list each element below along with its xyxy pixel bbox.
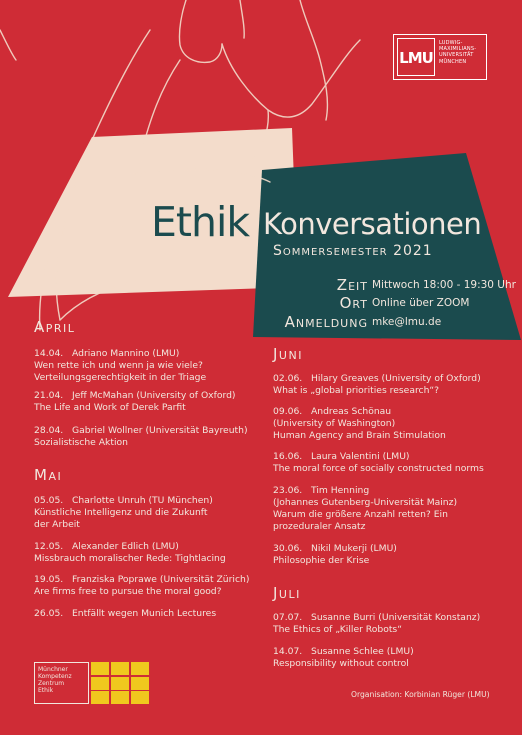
event-line: What is „global priorities research“? [273, 385, 440, 396]
event-april-3 [34, 425, 248, 449]
event-line: (University of Washington) [273, 418, 396, 429]
title-konversationen: Konversationen [263, 207, 482, 241]
mkz-grid-cell [91, 677, 109, 690]
mkz-line: Kompetenz [38, 673, 72, 680]
mkz-logo-grid [91, 662, 150, 704]
mkz-grid-cell [111, 662, 129, 675]
lmu-name-line: UNIVERSITÄT [439, 52, 474, 59]
organisation-credit: Organisation: Korbinian Rüger (LMU) [351, 690, 490, 699]
lmu-logo-mark: LMU [397, 38, 435, 76]
mkz-line: Zentrum [38, 680, 65, 687]
event-head: 21.04. Jeff McMahan (University of Oxford) [34, 390, 236, 401]
event-mai-2 [34, 541, 226, 565]
lmu-name-line: MAXIMILIANS- [439, 46, 477, 53]
info-ort-value: Online über ZOOM [372, 297, 470, 309]
event-head: 14.07. Susanne Schlee (LMU) [273, 646, 414, 657]
event-juni-2 [273, 406, 446, 442]
mkz-grid-cell [111, 691, 129, 704]
info-zeit-value: Mittwoch 18:00 - 19:30 Uhr [372, 279, 516, 291]
event-head: 19.05. Franziska Poprawe (Universität Zürich) [34, 574, 250, 585]
subtitle-semester: Sommersemester 2021 [273, 243, 433, 259]
event-head: 28.04. Gabriel Wollner (Universität Bayreuth) [34, 425, 248, 436]
event-line: Verteilungsgerechtigkeit in der Triage [34, 372, 207, 383]
event-line: Künstliche Intelligenz und die Zukunft [34, 507, 208, 518]
mkz-grid-cell [131, 662, 149, 675]
event-april-1 [34, 348, 206, 384]
lmu-name-line: LUDWIG- [439, 40, 463, 46]
event-line: Responsibility without control [273, 658, 409, 669]
event-line: Wen rette ich und wenn ja wie viele? [34, 360, 203, 371]
event-juli-2 [273, 646, 414, 670]
mkz-line: Ethik [38, 687, 54, 694]
event-line: Warum die größere Anzahl retten? Ein [273, 509, 448, 520]
event-juni-3 [273, 451, 484, 475]
event-head: 02.06. Hilary Greaves (University of Oxford) [273, 373, 481, 384]
event-head: 30.06. Nikil Mukerji (LMU) [273, 543, 397, 554]
info-ort-label: Ort [339, 294, 368, 312]
info-zeit-label: Zeit [336, 276, 368, 294]
event-head: 07.07. Susanne Burri (Universität Konstanz) [273, 612, 481, 623]
event-line: Missbrauch moralischer Rede: Tightlacing [34, 553, 226, 564]
event-head: 14.04. Adriano Mannino (LMU) [34, 348, 180, 359]
event-line: Human Agency and Brain Stimulation [273, 430, 446, 441]
event-juni-4 [273, 485, 457, 533]
event-head: 05.05. Charlotte Unruh (TU München) [34, 495, 213, 506]
section-juli-heading: Juli [273, 584, 301, 602]
event-line: der Arbeit [34, 519, 80, 530]
info-anmeldung-label-wrap [272, 313, 368, 333]
event-line: The moral force of socially constructed norms [273, 463, 484, 474]
mkz-grid-cell [131, 677, 149, 690]
mkz-logo [34, 662, 89, 704]
event-line: prozeduraler Ansatz [273, 521, 366, 532]
event-juni-5 [273, 543, 397, 567]
event-line: Are firms free to pursue the moral good? [34, 586, 222, 597]
section-april-heading: April [34, 318, 76, 336]
info-zeit-label-wrap [272, 276, 368, 296]
mkz-grid-cell [91, 691, 109, 704]
mkz-grid-cell [131, 691, 149, 704]
lmu-logo [393, 34, 487, 80]
event-line: Sozialistische Aktion [34, 437, 128, 448]
event-line: (Johannes Gutenberg-Universität Mainz) [273, 497, 458, 508]
event-head: 16.06. Laura Valentini (LMU) [273, 451, 410, 462]
event-juni-1 [273, 373, 481, 397]
event-head: 09.06. Andreas Schönau [273, 406, 392, 417]
info-anmeldung-email[interactable]: mke@lmu.de [372, 316, 442, 328]
event-mai-3 [34, 574, 249, 598]
info-ort-label-wrap [272, 294, 368, 314]
event-head: 26.05. Entfällt wegen Munich Lectures [34, 608, 217, 619]
section-mai-heading: Mai [34, 466, 63, 484]
event-line: The Life and Work of Derek Parfit [34, 402, 186, 413]
title-ethik: Ethik [151, 198, 250, 246]
mkz-line: Münchner [38, 666, 68, 673]
event-line: Philosophie der Krise [273, 555, 370, 566]
lmu-name-line: MÜNCHEN [439, 58, 467, 65]
info-anmeldung-label: Anmeldung [284, 313, 368, 331]
event-juli-1 [273, 612, 480, 636]
event-head: 12.05. Alexander Edlich (LMU) [34, 541, 179, 552]
event-line: The Ethics of „Killer Robots“ [273, 624, 402, 635]
lmu-logo-name [439, 40, 487, 65]
event-april-2 [34, 390, 236, 414]
section-juni-heading: Juni [273, 345, 303, 363]
event-head: 23.06. Tim Henning [273, 485, 370, 496]
mkz-grid-cell [91, 662, 109, 675]
event-mai-1 [34, 495, 213, 531]
event-mai-4 [34, 608, 216, 620]
mkz-grid-cell [111, 677, 129, 690]
